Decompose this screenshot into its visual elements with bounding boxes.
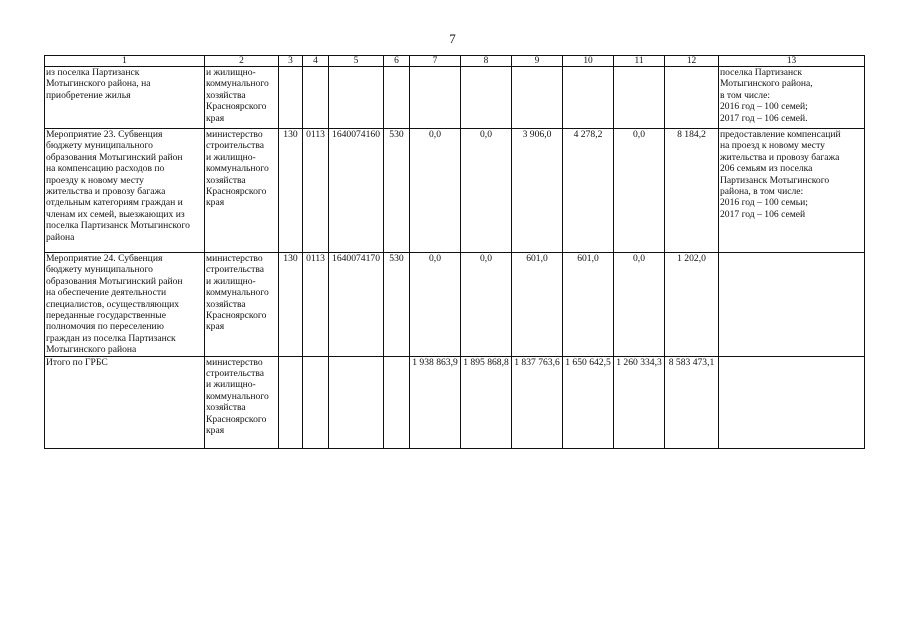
- amount-cell: 1 260 334,3: [614, 356, 665, 448]
- cell-line: коммунального: [206, 163, 269, 175]
- cell-line: хозяйства: [206, 402, 246, 414]
- cell-line: края: [206, 321, 225, 333]
- cell-line: образования Мотыгинский район: [46, 151, 183, 163]
- cell-line: на проезд к новому месту: [720, 140, 825, 152]
- cell-line: хозяйства: [206, 89, 246, 101]
- cell-line: хозяйства: [206, 298, 246, 310]
- cell-line: Красноярского: [206, 101, 267, 113]
- cell-line: Итого по ГРБС: [46, 356, 108, 368]
- amount-cell: [614, 67, 665, 129]
- amount-cell: 601,0: [512, 253, 563, 357]
- cell-line: Мотыгинского района: [46, 344, 137, 356]
- amount-cell: 1 650 642,5: [563, 356, 614, 448]
- column-header: 5: [329, 56, 384, 67]
- total-cell: 8 583 473,1: [665, 356, 719, 448]
- amount-cell: 0,0: [461, 253, 512, 357]
- header-row: [45, 56, 865, 67]
- budget-table: [44, 55, 865, 449]
- cell-line: и жилищно-: [206, 379, 256, 391]
- cell-line: хозяйства: [206, 174, 246, 186]
- cell-line: 2016 год – 100 семей;: [720, 101, 808, 113]
- column-header: 6: [384, 56, 410, 67]
- cell-line: края: [206, 197, 225, 209]
- amount-cell: 3 906,0: [512, 129, 563, 253]
- cell-line: Мотыгинского района, на: [46, 78, 151, 90]
- amount-cell: [563, 67, 614, 129]
- column-header: 7: [410, 56, 461, 67]
- column-header: 12: [665, 56, 719, 67]
- total-cell: [665, 67, 719, 129]
- code-cell: [279, 356, 303, 448]
- section-cell: 0113: [303, 253, 329, 357]
- result-cell: [719, 356, 865, 448]
- table-row: [45, 67, 865, 129]
- column-header: 11: [614, 56, 665, 67]
- description-cell: [45, 253, 205, 357]
- cell-line: района: [46, 231, 75, 243]
- expense-type-cell: 530: [384, 253, 410, 357]
- amount-cell: [461, 67, 512, 129]
- amount-cell: 0,0: [410, 129, 461, 253]
- section-cell: [303, 67, 329, 129]
- cell-line: строительства: [206, 264, 265, 276]
- column-header: 13: [719, 56, 865, 67]
- code-cell: [279, 67, 303, 129]
- result-cell: [719, 67, 865, 129]
- ministry-cell: [205, 356, 279, 448]
- cell-line: жительства и провозу багажа: [720, 151, 840, 163]
- cell-line: жительства и провозу багажа: [46, 186, 166, 198]
- target-article-cell: [329, 356, 384, 448]
- expense-type-cell: [384, 67, 410, 129]
- cell-line: района, в том числе:: [720, 186, 804, 198]
- cell-line: 2017 год – 106 семей.: [720, 112, 808, 124]
- cell-line: специалистов, осуществляющих: [46, 298, 180, 310]
- cell-line: полномочия по переселению: [46, 321, 164, 333]
- cell-line: бюджету муниципального: [46, 264, 153, 276]
- cell-line: строительства: [206, 140, 265, 152]
- cell-line: на компенсацию расходов по: [46, 163, 165, 175]
- cell-line: поселка Партизанск Мотыгинского: [46, 220, 190, 232]
- cell-line: коммунального: [206, 78, 269, 90]
- cell-line: из поселка Партизанск: [46, 67, 140, 78]
- cell-line: Мероприятие 23. Субвенция: [46, 129, 163, 140]
- cell-line: коммунального: [206, 390, 269, 402]
- cell-line: Красноярского: [206, 310, 267, 322]
- column-header: 4: [303, 56, 329, 67]
- amount-cell: 1 837 763,6: [512, 356, 563, 448]
- total-cell: 8 184,2: [665, 129, 719, 253]
- section-cell: 0113: [303, 129, 329, 253]
- cell-line: граждан из поселка Партизанск: [46, 332, 176, 344]
- column-header: 3: [279, 56, 303, 67]
- expense-type-cell: 530: [384, 129, 410, 253]
- table-row: [45, 356, 865, 448]
- section-cell: [303, 356, 329, 448]
- table-row: [45, 253, 865, 357]
- code-cell: 130: [279, 253, 303, 357]
- cell-line: проезду к новому месту: [46, 174, 144, 186]
- cell-line: Красноярского: [206, 413, 267, 425]
- amount-cell: [512, 67, 563, 129]
- page-number: 7: [449, 31, 456, 46]
- column-header: 9: [512, 56, 563, 67]
- target-article-cell: [329, 67, 384, 129]
- cell-line: министерство: [206, 253, 263, 264]
- cell-line: бюджету муниципального: [46, 140, 153, 152]
- code-cell: 130: [279, 129, 303, 253]
- result-cell: [719, 253, 865, 357]
- cell-line: края: [206, 425, 225, 437]
- amount-cell: 4 278,2: [563, 129, 614, 253]
- cell-line: приобретение жилья: [46, 89, 131, 101]
- result-cell: [719, 129, 865, 253]
- cell-line: и жилищно-: [206, 67, 256, 78]
- cell-line: в том числе:: [720, 89, 771, 101]
- amount-cell: 601,0: [563, 253, 614, 357]
- cell-line: членам их семей, выезжающих из: [46, 208, 185, 220]
- cell-line: коммунального: [206, 287, 269, 299]
- cell-line: предоставление компенсаций: [720, 129, 841, 140]
- column-header: 1: [45, 56, 205, 67]
- column-header: 8: [461, 56, 512, 67]
- cell-line: и жилищно-: [206, 275, 256, 287]
- cell-line: Мероприятие 24. Субвенция: [46, 253, 163, 264]
- description-cell: [45, 356, 205, 448]
- ministry-cell: [205, 129, 279, 253]
- amount-cell: 1 895 868,8: [461, 356, 512, 448]
- amount-cell: 1 938 863,9: [410, 356, 461, 448]
- ministry-cell: [205, 67, 279, 129]
- expense-type-cell: [384, 356, 410, 448]
- amount-cell: 0,0: [614, 253, 665, 357]
- total-cell: 1 202,0: [665, 253, 719, 357]
- cell-line: образования Мотыгинский район: [46, 275, 183, 287]
- cell-line: отдельным категориям граждан и: [46, 197, 183, 209]
- table-body: [45, 56, 865, 449]
- amount-cell: 0,0: [461, 129, 512, 253]
- target-article-cell: 1640074170: [329, 253, 384, 357]
- ministry-cell: [205, 253, 279, 357]
- description-cell: [45, 129, 205, 253]
- cell-line: края: [206, 112, 225, 124]
- description-cell: [45, 67, 205, 129]
- cell-line: Партизанск Мотыгинского: [720, 174, 830, 186]
- cell-line: и жилищно-: [206, 151, 256, 163]
- cell-line: Красноярского: [206, 186, 267, 198]
- cell-line: 2016 год – 100 семьи;: [720, 197, 808, 209]
- target-article-cell: 1640074160: [329, 129, 384, 253]
- table-row: [45, 129, 865, 253]
- cell-line: 2017 год – 106 семей: [720, 208, 806, 220]
- amount-cell: 0,0: [614, 129, 665, 253]
- cell-line: строительства: [206, 368, 265, 380]
- cell-line: переданные государственные: [46, 310, 166, 322]
- amount-cell: 0,0: [410, 253, 461, 357]
- column-header: 2: [205, 56, 279, 67]
- cell-line: поселка Партизанск: [720, 67, 803, 78]
- amount-cell: [410, 67, 461, 129]
- cell-line: на обеспечение деятельности: [46, 287, 167, 299]
- cell-line: министерство: [206, 129, 263, 140]
- cell-line: министерство: [206, 356, 263, 368]
- cell-line: Мотыгинского района,: [720, 78, 813, 90]
- cell-line: 206 семьям из поселка: [720, 163, 813, 175]
- column-header: 10: [563, 56, 614, 67]
